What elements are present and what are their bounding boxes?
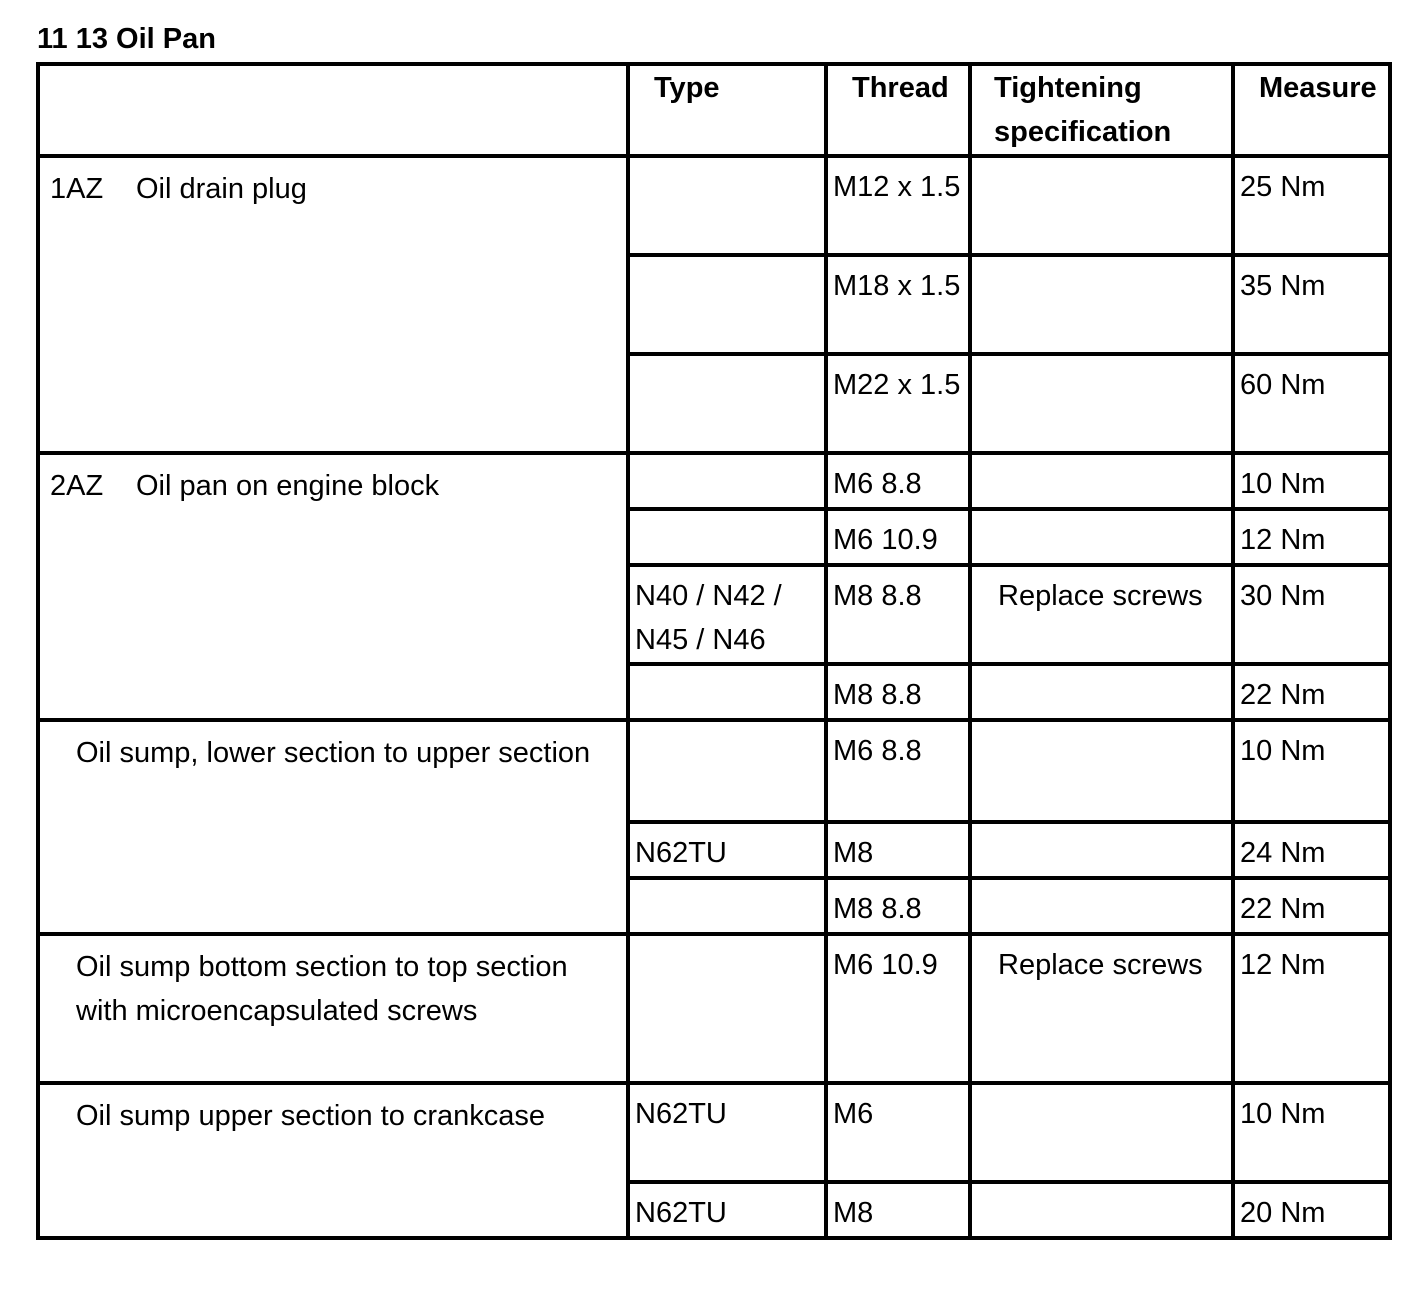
header-description	[38, 64, 628, 156]
cell-type	[628, 664, 826, 720]
cell-type: N62TU	[628, 822, 826, 878]
table-row	[38, 156, 1390, 255]
cell-type	[628, 509, 826, 565]
cell-tightening	[970, 509, 1233, 565]
cell-type: N62TU	[628, 1182, 826, 1238]
cell-type	[628, 878, 826, 934]
cell-thread: M6 8.8	[826, 720, 970, 822]
cell-thread: M8 8.8	[826, 565, 970, 664]
cell-thread: M18 x 1.5	[826, 255, 970, 354]
item-description	[38, 934, 628, 1083]
cell-measure: 20 Nm	[1233, 1182, 1390, 1238]
item-number: 2AZ	[50, 470, 104, 502]
item-label: Oil drain plug	[136, 173, 307, 205]
cell-measure: 22 Nm	[1233, 878, 1390, 934]
cell-tightening	[970, 156, 1233, 255]
cell-tightening: Replace screws	[970, 934, 1233, 1083]
cell-measure: 35 Nm	[1233, 255, 1390, 354]
cell-tightening	[970, 354, 1233, 453]
item-number: 1AZ	[50, 173, 104, 205]
cell-thread: M12 x 1.5	[826, 156, 970, 255]
cell-thread: M8 8.8	[826, 664, 970, 720]
table-header-row	[38, 64, 1390, 156]
table-row	[38, 453, 1390, 509]
item-label: Oil sump upper section to crankcase	[76, 1100, 546, 1132]
cell-thread: M8 8.8	[826, 878, 970, 934]
cell-measure: 10 Nm	[1233, 1083, 1390, 1182]
cell-measure: 22 Nm	[1233, 664, 1390, 720]
item-description	[38, 1083, 628, 1238]
cell-measure: 24 Nm	[1233, 822, 1390, 878]
cell-measure: 12 Nm	[1233, 509, 1390, 565]
cell-measure: 10 Nm	[1233, 720, 1390, 822]
item-label: Oil sump bottom section to top section with microencapsulated screws	[76, 951, 568, 1027]
cell-measure: 25 Nm	[1233, 156, 1390, 255]
cell-type	[628, 156, 826, 255]
cell-measure: 60 Nm	[1233, 354, 1390, 453]
cell-tightening	[970, 1083, 1233, 1182]
item-description	[38, 720, 628, 934]
cell-thread: M6 10.9	[826, 934, 970, 1083]
cell-thread: M8	[826, 822, 970, 878]
cell-type	[628, 453, 826, 509]
item-description	[38, 453, 628, 720]
cell-tightening	[970, 1182, 1233, 1238]
cell-thread: M8	[826, 1182, 970, 1238]
item-label: Oil sump, lower section to upper section	[76, 737, 591, 769]
cell-type	[628, 255, 826, 354]
cell-tightening	[970, 255, 1233, 354]
cell-thread: M6 8.8	[826, 453, 970, 509]
cell-tightening	[970, 822, 1233, 878]
table-row	[38, 934, 1390, 1083]
cell-tightening	[970, 453, 1233, 509]
header-type: Type	[628, 64, 826, 156]
cell-tightening: Replace screws	[970, 565, 1233, 664]
cell-tightening	[970, 664, 1233, 720]
cell-type	[628, 354, 826, 453]
cell-type: N40 / N42 / N45 / N46	[628, 565, 826, 664]
cell-type	[628, 934, 826, 1083]
item-label: Oil pan on engine block	[136, 470, 440, 502]
header-tightening: Tightening specification	[970, 64, 1233, 156]
item-description	[38, 156, 628, 453]
cell-measure: 30 Nm	[1233, 565, 1390, 664]
header-thread: Thread	[826, 64, 970, 156]
cell-type: N62TU	[628, 1083, 826, 1182]
cell-measure: 12 Nm	[1233, 934, 1390, 1083]
cell-thread: M6 10.9	[826, 509, 970, 565]
header-measure: Measure	[1233, 64, 1390, 156]
table-row	[38, 720, 1390, 822]
page-title: 11 13 Oil Pan	[37, 23, 216, 55]
cell-thread: M6	[826, 1083, 970, 1182]
cell-type	[628, 720, 826, 822]
table-row	[38, 1083, 1390, 1182]
cell-thread: M22 x 1.5	[826, 354, 970, 453]
cell-tightening	[970, 878, 1233, 934]
torque-spec-table	[36, 62, 1392, 1240]
cell-tightening	[970, 720, 1233, 822]
cell-measure: 10 Nm	[1233, 453, 1390, 509]
